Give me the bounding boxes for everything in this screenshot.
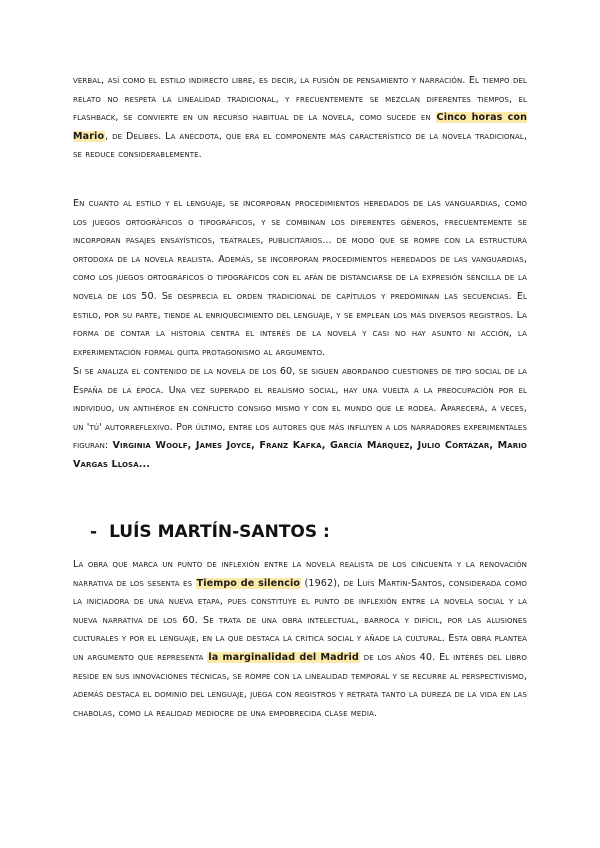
paragraph-style-language: En cuanto al estilo y el lenguaje, se incorporan procedimientos heredados de las vanguardias, como los juegos ortográficos o tipográficos, y se combinan los diferentes géneros, frecuentemente se incorporan pasajes ensayísticos, teatrales, publicitarios... de modo que se rompe con la estructura ortodoxa de la novela realista. Además, se incorporan procedimientos heredados de las vanguardias, como los juegos ortográficos o tipográficos con el afán de distanciarse de la expresión sencilla de la novela de los 50. Se desprecia el orden tradicional de capítulos y predominan las secuencias. El estilo, por su parte, tiende al enriquecimiento del lenguaje, y se emplean los más diversos registros. La forma de contar la historia centra el interés de la novela y casi no hay asunto ni acción, la experimentación formal quita protagonismo al argumento. — [73, 198, 527, 358]
p4-text-c: de los años 40. El interés del libro reside en sus innovaciones técnicas, se rompe con la linealidad temporal y se recurre al perspectivismo, además destaca el dominio del lenguaje, juega con registros y retrata tanto la dureza de la vida en las chabolas, como la realidad mediocre de una empobrecida clase media. — [73, 651, 527, 719]
highlight-tiempo-de-silencio: Tiempo de silencio — [196, 577, 301, 589]
heading-title: LUÍS MARTÍN-SANTOS : — [109, 522, 330, 542]
section-heading-martin-santos — [90, 522, 330, 542]
p1-text-a: verbal, así como el estilo indirecto libre, es decir, la fusión de pensamiento y narración. El tiempo del relato no respeta la linealidad tradicional, y frecuentemente se mezclan diferentes tiempos, el flashback, se convierte en un recurso habitual de la novela, como sucede en — [73, 75, 527, 124]
paragraph-tiempo-de-silencio — [73, 556, 527, 723]
heading-dash: - — [90, 522, 98, 542]
influential-authors-list: Virginia Woolf, James Joyce, Franz Kafka, García Márquez, Julio Cortázar, Mario Vargas Llosa... — [73, 440, 527, 470]
paragraph-narrative-technique — [73, 72, 527, 165]
highlight-cinco-horas-con-mario: Cinco horas con Mario — [73, 112, 528, 142]
p1-text-b: , de Delibes. La anécdota, que era el componente más característico de la novela tradicional, se reduce considerablemente. — [73, 130, 527, 161]
p4-text-a: La obra que marca un punto de inflexión entre la novela realista de los cincuenta y la renovación narrativa de los sesenta es — [73, 559, 527, 589]
highlight-marginalidad-madrid: la marginalidad del Madrid — [208, 651, 359, 663]
p4-text-b: (1962), de Luís Martín-Santos, considerada como la iniciadora de una nueva etapa, pues constituye el punto de inflexión entre la novela social y la nueva narrativa de los 60. Se trata de una obra intelectual, barroca y difícil, por las alusiones culturales y por el lenguaje, en la que destaca la crítica social y añade la cultural. Esta obra plantea un argumento que representa — [73, 577, 527, 663]
p3-text-a: Si se analiza el contenido de la novela de los 60, se siguen abordando cuestiones de tipo social de la España de la época. Una vez superado el realismo social, hay una vuelta a la preocupación por el individuo, un antihéroe en conflicto consigo mismo y con el mundo que le rodea. Aparecerá, a veces, un 'tú' autorreflexivo. Por último, entre los autores que más influyen a los narradores experimentales figuran: — [73, 366, 527, 452]
paragraph-content-sixties — [73, 363, 527, 475]
